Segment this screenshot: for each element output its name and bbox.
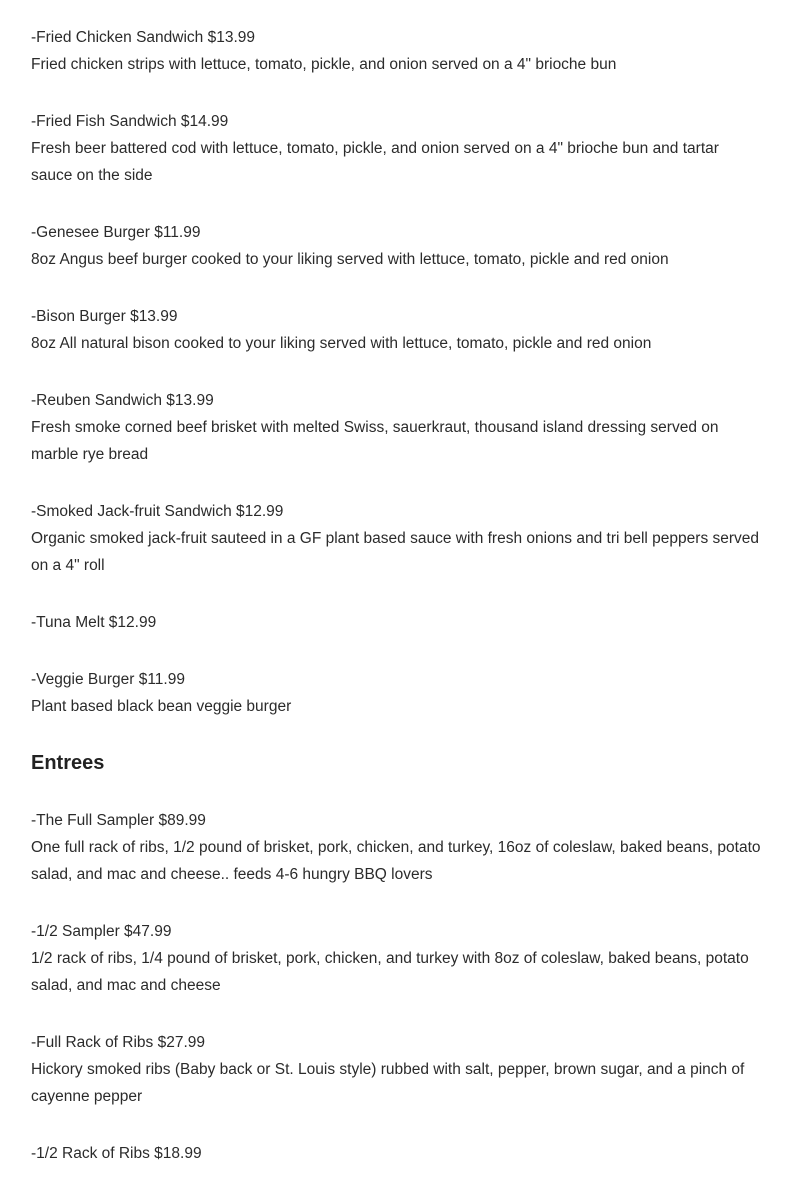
menu-item (31, 498, 761, 579)
menu-item (31, 108, 761, 189)
section-heading-entrees: Entrees (31, 752, 105, 774)
menu-item-description: 8oz Angus beef burger cooked to your liking served with lettuce, tomato, pickle and red onion (31, 251, 669, 268)
menu-item-title: -Bison Burger $13.99 (31, 308, 178, 325)
menu-item-title: -Genesee Burger $11.99 (31, 224, 201, 241)
menu-item-title: -1/2 Sampler $47.99 (31, 923, 172, 940)
menu-item-title: -Full Rack of Ribs $27.99 (31, 1034, 206, 1051)
menu-item-title: -Veggie Burger $11.99 (31, 671, 185, 688)
menu-item-title: -Fried Chicken Sandwich $13.99 (31, 29, 256, 46)
menu-item (31, 1029, 761, 1110)
menu-item (31, 918, 761, 999)
menu-item-title: -Reuben Sandwich $13.99 (31, 392, 214, 409)
menu-item (31, 609, 761, 636)
menu-item (31, 24, 761, 78)
menu-item-title: -1/2 Rack of Ribs $18.99 (31, 1145, 202, 1162)
menu-item-description: Organic smoked jack-fruit sauteed in a GF plant based sauce with fresh onions and tri bell peppers served on a 4" roll (31, 530, 760, 574)
menu-item (31, 219, 761, 273)
menu-item-description: Fried chicken strips with lettuce, tomato, pickle, and onion served on a 4" brioche bun (31, 56, 617, 73)
menu-item-description: Plant based black bean veggie burger (31, 698, 292, 715)
menu-item-title: -The Full Sampler $89.99 (31, 812, 206, 829)
menu-item-description: Fresh smoke corned beef brisket with melted Swiss, sauerkraut, thousand island dressing served on marble rye bread (31, 419, 719, 463)
menu-item-description: 1/2 rack of ribs, 1/4 pound of brisket, pork, chicken, and turkey with 8oz of coleslaw, baked beans, potato salad, and mac and cheese (31, 950, 749, 994)
menu-item-description: One full rack of ribs, 1/2 pound of brisket, pork, chicken, and turkey, 16oz of coleslaw, baked beans, potato salad, and mac and cheese.. feeds 4-6 hungry BBQ lovers (31, 839, 761, 883)
menu-content (31, 24, 761, 1197)
menu-item-title: -Smoked Jack-fruit Sandwich $12.99 (31, 503, 284, 520)
menu-item (31, 807, 761, 888)
menu-item (31, 1140, 761, 1167)
menu-item-description: 8oz All natural bison cooked to your liking served with lettuce, tomato, pickle and red onion (31, 335, 652, 352)
menu-item (31, 387, 761, 468)
menu-item-description: Fresh beer battered cod with lettuce, tomato, pickle, and onion served on a 4" brioche bun and tartar sauce on the side (31, 140, 719, 184)
menu-item-title: -Fried Fish Sandwich $14.99 (31, 113, 229, 130)
menu-item-title: -Tuna Melt $12.99 (31, 614, 157, 631)
menu-item-description: Hickory smoked ribs (Baby back or St. Louis style) rubbed with salt, pepper, brown sugar, and a pinch of cayenne pepper (31, 1061, 745, 1105)
menu-item (31, 303, 761, 357)
menu-item (31, 666, 761, 720)
